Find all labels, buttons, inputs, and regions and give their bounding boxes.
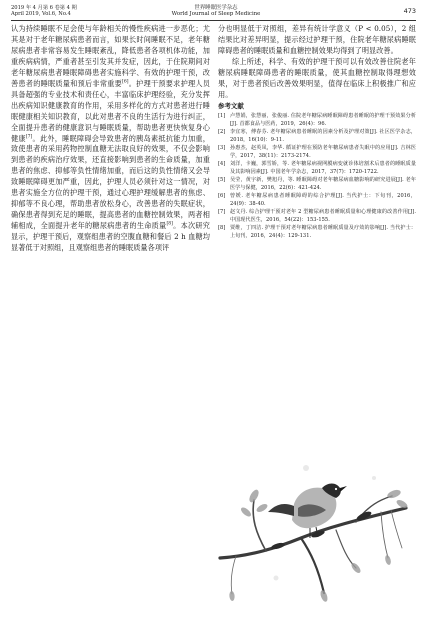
reference-item: [7] 赵文丹. 综合护理干预对老年 2 型糖尿病患者睡眠质量和心理健康的改善作用[J]. 中国现代医生，2016，54(22)：153-155. <box>218 209 416 224</box>
reference-item: [1] 卢慧娟，张慧丽，张俊丽. 住院老年糖尿病睡眠障碍患者睡眠的护理干预效果分析[J]. 首都食品与医药，2019，26(4)：96. <box>218 112 416 127</box>
references-heading: 参考文献 <box>218 101 244 110</box>
reference-item: [8] 贾维，丁四洁. 护理干预对老年糖尿病患者睡眠质量及疗效的影响[J]. 当代护士：上旬刊，2016，24(4)：129-131. <box>218 225 416 240</box>
leaf-shape <box>384 554 392 565</box>
citation-ref: [8] <box>166 221 173 227</box>
issue-info <box>11 5 77 18</box>
header-divider <box>11 20 416 21</box>
reference-list <box>218 112 416 241</box>
reference-item: [2] 李宜寒，傅春芬. 老年糖尿病患者睡眠的因素分析及护理对策[J]. 社区医学杂志，2018，16(10)：9-11. <box>218 128 416 143</box>
right-column <box>218 24 416 240</box>
leaf-shape <box>255 502 268 513</box>
leaf-shape <box>386 488 402 499</box>
bird-on-branch-icon <box>206 408 420 622</box>
reference-item: [6] 曾媛. 老年糖尿病患者睡眠障碍的综合护理[J]. 当代护士：下旬刊，2016，24(9)：38-40. <box>218 193 416 208</box>
reference-item: [5] 吴莹，黄宇新，樊旭丹，等. 睡眠障碍对老年糖尿病血糖影响的研究进展[J]. 老年医学与保健，2016，22(6)：421-424. <box>218 177 416 192</box>
conclusion-paragraph: 综上所述，科学、有效的护理干预可以有效改善住院老年糖尿病睡眠障碍患者的睡眠质量，使其血糖控制取得理想效果，对于患者预后改善效果明显，值得在临床上积极推广和应用。 <box>218 56 416 99</box>
branch-stroke <box>301 538 324 593</box>
journal-title-cn: 世界睡眠医学杂志 <box>194 5 238 11</box>
leaf-shape <box>229 591 235 601</box>
citation-ref: [7] <box>25 134 33 140</box>
twig-stroke <box>381 512 388 558</box>
leaf-shape <box>319 589 329 602</box>
branch-stroke <box>336 530 356 568</box>
left-column <box>11 24 210 254</box>
body-paragraph: 认为持续睡眠不足会使与年龄相关的慢性疾病进一步恶化；尤其是对于老年糖尿病患者而言，如果长时间睡眠不足，老年糖尿病患者非常容易发生睡眠紊乱，降低患者各项机体功能，加重疾病病情，严重者甚至引发其并发症，因此，于住院期间对老年糖尿病患者睡眠障碍患者实施科学、有效的护理干预，改善患者的睡眠质量和预后非常重要[6]。护理干预要求护理人员具备超强的专业技术和责任心，丰富临床护理经验，充分发挥出疾病知识健康教育的作用，采用多样化的方式对患者进行睡眠健康相关知识教育，以此对患者不良的生活行为进行纠正，全面提升患者的健康意识与睡眠质量，帮助患者更快恢复身心健康[7]。此外，睡眠障碍会导致患者的胰岛素抵抗能力加重，致使患者的采用药物控制血糖无法取良好的效果，不仅会影响到患者的疾病治疗效果，还直接影响到患者的生命质量，加重患者的焦虑、抑郁等负性情绪加重，而后这的负性情绪又会导致睡眠障碍更加严重，因此，护理人员必须针对这一情况，对患者实施全方位的护理干预，通过心理护理缓解患者的焦虑、抑郁等不良心理，帮助患者放松身心，改善患者的失眠症状，确保患者得到充足的睡眠，提高患者的血糖控制效果，两者相辅相成，全面提升老年的糖尿病患者的生命质量[8]。本次研究显示，护理干预后，观察组患者的空腹血糖和餐后 2 h 血糖均显著低于对照组，且观察组患者的睡眠质量各项评 <box>11 24 210 253</box>
issue-date-cn: 2019 年 4 月第 6 卷第 4 期 <box>11 5 77 11</box>
journal-title <box>141 5 291 18</box>
twig-stroke <box>231 556 236 594</box>
reference-item: [4] 刘洋，卡巍，郭雪娇，等. 老年糖尿病视网膜病变就诊体培割术后患者的睡眠质量及其影响因素[J]. 中国老年学杂志，2017，37(7)：1720-1722. <box>218 160 416 175</box>
journal-title-en: World Journal of Sleep Medicine <box>171 11 261 18</box>
page-number: 473 <box>403 7 416 15</box>
reference-item: [3] 孙惠杰，赵英凤，李华. 循证护理在预防老年糖尿病患者失眠中的应用[J]. 吉林医学，2017，38(11)：2173-2174. <box>218 144 416 159</box>
leaf-shape <box>239 506 252 518</box>
body-paragraph: 分也明显低于对照组，差异有统计学意义（P < 0.05），2 组结果比对差异明显，提示经过护理干预，住院老年糖尿病睡眠障碍患者的睡眠质量和血糖控制效果均得到了明显改善。 <box>218 24 416 55</box>
twig-stroke <box>391 510 402 548</box>
issue-date-en: April 2019, Vol.6, No.4 <box>11 11 71 18</box>
bird-shape <box>268 484 347 539</box>
citation-ref: [6] <box>122 79 129 85</box>
